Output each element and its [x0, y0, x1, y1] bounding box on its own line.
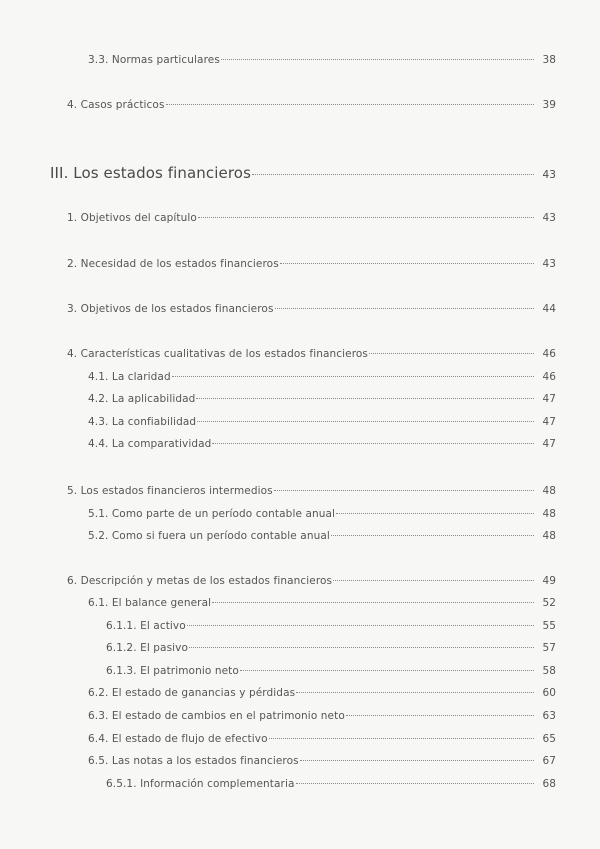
dot-leader: [333, 580, 534, 581]
toc-entry-6-2: [88, 684, 556, 702]
toc-entry-title: 6.1.3. El patrimonio neto: [106, 665, 239, 677]
toc-entry-6-5: [88, 752, 556, 770]
toc-entry-3: [67, 300, 556, 318]
toc-entry-4: [67, 96, 556, 114]
toc-entry-page: 55: [542, 620, 556, 632]
toc-entry-page: 46: [542, 371, 556, 383]
toc-entry-title: 5. Los estados financieros intermedios: [67, 485, 273, 497]
toc-entry-page: 43: [542, 169, 556, 181]
dot-leader: [252, 174, 534, 175]
toc-entry-page: 48: [542, 485, 556, 497]
toc-entry-1: [67, 209, 556, 227]
toc-entry-title: 4.4. La comparatividad: [88, 438, 212, 450]
toc-entry-6-4: [88, 730, 556, 748]
toc-entry-6-5-1: [106, 775, 556, 793]
toc-entry-title: 4. Características cualitativas de los estados financieros: [67, 348, 368, 360]
toc-entry-title: 4.2. La aplicabilidad: [88, 393, 196, 405]
dot-leader: [269, 738, 534, 739]
toc-entry-page: 49: [542, 575, 556, 587]
dot-leader: [274, 490, 534, 491]
toc-entry-4-caracteristicas: [67, 345, 556, 363]
toc-entry-title: 6. Descripción y metas de los estados financieros: [67, 575, 333, 587]
toc-entry-title: 6.1.1. El activo: [106, 620, 186, 632]
toc-entry-page: 38: [542, 54, 556, 66]
dot-leader: [196, 398, 534, 399]
toc-entry-6-1-1: [106, 617, 556, 635]
toc-entry-4-4: [88, 435, 556, 453]
dot-leader: [300, 760, 534, 761]
dot-leader: [172, 376, 534, 377]
dot-leader: [336, 513, 534, 514]
dot-leader: [296, 783, 535, 784]
toc-entry-title: 4.3. La confiabilidad: [88, 416, 197, 428]
toc-entry-page: 68: [542, 778, 556, 790]
toc-entry-3-3: [88, 51, 556, 69]
dot-leader: [331, 535, 534, 536]
dot-leader: [346, 715, 534, 716]
toc-entry-page: 39: [542, 99, 556, 111]
toc-entry-title: 5.1. Como parte de un período contable anual: [88, 508, 336, 520]
toc-entry-title: 4. Casos prácticos: [67, 99, 165, 111]
toc-entry-title: 6.1.2. El pasivo: [106, 642, 189, 654]
toc-chapter-title: III. Los estados financieros: [50, 164, 251, 182]
toc-entry-5-2: [88, 527, 556, 545]
toc-entry-title: 3. Objetivos de los estados financieros: [67, 303, 274, 315]
toc-entry-page: 63: [542, 710, 556, 722]
toc-entry-title: 5.2. Como si fuera un período contable anual: [88, 530, 330, 542]
toc-entry-2: [67, 255, 556, 273]
toc-entry-title: 6.4. El estado de flujo de efectivo: [88, 733, 268, 745]
toc-entry-page: 65: [542, 733, 556, 745]
toc-chapter-iii: [50, 162, 556, 184]
dot-leader: [166, 104, 534, 105]
toc-entry-page: 47: [542, 438, 556, 450]
dot-leader: [240, 670, 534, 671]
toc-entry-4-2: [88, 390, 556, 408]
dot-leader: [189, 647, 534, 648]
dot-leader: [197, 421, 534, 422]
dot-leader: [187, 625, 534, 626]
dot-leader: [221, 59, 534, 60]
dot-leader: [275, 308, 534, 309]
toc-entry-title: 6.2. El estado de ganancias y pérdidas: [88, 687, 296, 699]
toc-entry-6-1: [88, 594, 556, 612]
toc-entry-title: 6.3. El estado de cambios en el patrimonio neto: [88, 710, 345, 722]
toc-entry-page: 43: [542, 212, 556, 224]
toc-entry-page: 60: [542, 687, 556, 699]
toc-entry-4-3: [88, 413, 556, 431]
toc-entry-5-1: [88, 505, 556, 523]
toc-entry-6-3: [88, 707, 556, 725]
toc-entry-page: 67: [542, 755, 556, 767]
toc-entry-6-1-3: [106, 662, 556, 680]
toc-entry-page: 47: [542, 393, 556, 405]
dot-leader: [369, 353, 534, 354]
dot-leader: [198, 217, 534, 218]
toc-entry-title: 6.1. El balance general: [88, 597, 212, 609]
toc-entry-6-1-2: [106, 639, 556, 657]
toc-entry-6: [67, 572, 556, 590]
toc-entry-page: 46: [542, 348, 556, 360]
dot-leader: [212, 443, 534, 444]
toc-entry-title: 6.5.1. Información complementaria: [106, 778, 295, 790]
toc-entry-title: 2. Necesidad de los estados financieros: [67, 258, 279, 270]
toc-entry-page: 48: [542, 530, 556, 542]
toc-entry-title: 4.1. La claridad: [88, 371, 171, 383]
toc-entry-5: [67, 482, 556, 500]
toc-entry-title: 6.5. Las notas a los estados financieros: [88, 755, 299, 767]
toc-entry-page: 57: [542, 642, 556, 654]
toc-entry-page: 44: [542, 303, 556, 315]
toc-entry-page: 48: [542, 508, 556, 520]
dot-leader: [280, 263, 534, 264]
toc-entry-page: 43: [542, 258, 556, 270]
toc-entry-page: 47: [542, 416, 556, 428]
toc-entry-page: 58: [542, 665, 556, 677]
dot-leader: [212, 602, 534, 603]
toc-entry-4-1: [88, 368, 556, 386]
toc-entry-page: 52: [542, 597, 556, 609]
dot-leader: [296, 692, 534, 693]
toc-entry-title: 3.3. Normas particulares: [88, 54, 220, 66]
toc-entry-title: 1. Objetivos del capítulo: [67, 212, 197, 224]
